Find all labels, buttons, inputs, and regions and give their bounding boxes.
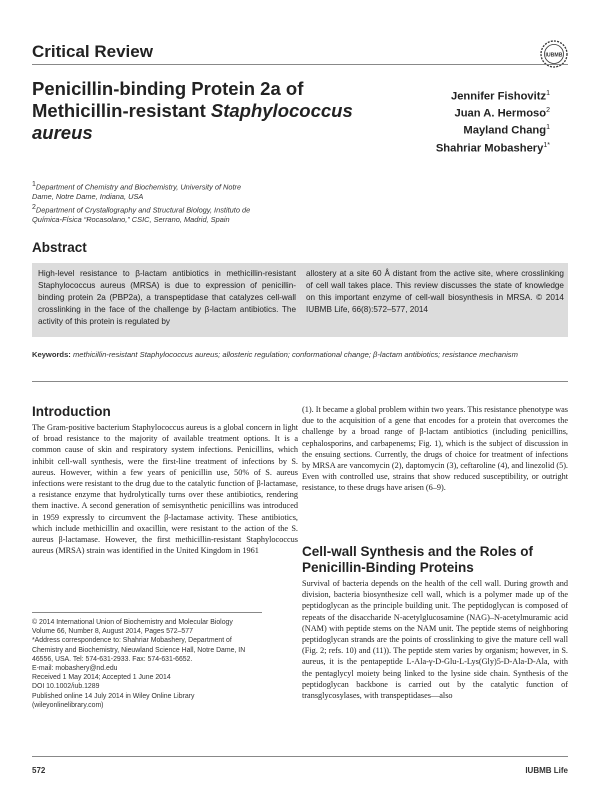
journal-name: IUBMB Life (525, 766, 568, 775)
note-line: Volume 66, Number 8, August 2014, Pages 572–577 (32, 628, 193, 636)
note-line: *Address correspondence to: Shahriar Mobashery, Department of Chemistry and Biochemistry, Nieuwland Science Hall, Notre Dame, IN 46556, USA. Tel: 574-631-2933. Fax: 574-631-6652. (32, 637, 246, 663)
note-line: (wileyonlinelibrary.com) (32, 701, 104, 709)
note-line: Published online 14 July 2014 in Wiley Online Library (32, 692, 195, 700)
footer-rule (32, 756, 568, 757)
abstract-column-1: High-level resistance to β-lactam antibiotics in methicillin-resistant Staphylococcus aureus (MRSA) is due to expression of penicillin-binding protein 2a (PBP2a), a transpeptidase that catalyzes cell-wall crosslinking in the face of the challenge by β-lactam antibiotics. The activity of this protein is regulated by (38, 269, 296, 326)
affiliation: $^1$Department of Chemistry and Biochemistry, University of Notre Dame, Notre Dame, Indiana, USA (32, 181, 242, 201)
abstract-heading: Abstract (32, 240, 87, 255)
note-line: © 2014 International Union of Biochemistry and Molecular Biology (32, 619, 233, 626)
keywords-rule (32, 381, 568, 382)
page-number: 572 (32, 766, 46, 775)
author: Jennifer Fishovitz$^1$ (450, 90, 550, 103)
keywords (32, 350, 568, 360)
keywords-label: Keywords: (32, 350, 71, 359)
publication-notes (32, 618, 262, 710)
note-line: E-mail: mobashery@nd.edu (32, 665, 118, 673)
header-rule (32, 64, 568, 65)
section2-text: Survival of bacteria depends on the health of the cell wall. During growth and division, bacteria biosynthesize cell wall, which is a polymer made up of the peptidoglycan as the principle building unit. The peptidoglycan is composed of repeats of the disaccharide N-acetylglucosamine (NAG)–N-acetylmuramic acid (NAM) with peptide stems on the NAM unit. The peptide stems of neighboring peptidoglycan strands are the points of crosslinking to give the mature cell wall (Fig. 2; refs. 10) and (11)). The peptide stem varies by organism; however, in S. aureus, it is the pentapeptide L-Ala-γ-D-Glu-L-Lys(Gly)5-D-Ala-D-Ala, with the pentaglycyl moiety being linked to the lysine side chain. Synthesis of the peptidoglycan backbone is carried out by the catalytic function of transglycosylases, with transpeptidases—also (302, 579, 568, 701)
affiliations (32, 180, 262, 227)
note-line: DOI 10.1002/iub.1289 (32, 683, 100, 691)
note-line: Received 1 May 2014; Accepted 1 June 2014 (32, 674, 171, 682)
author: Juan A. Hermoso$^2$ (454, 107, 550, 120)
intro-heading: Introduction (32, 404, 111, 419)
intro-text: The Gram-positive bacterium Staphylococcus aureus is a global concern in light of broad resistance to the majority of available treatment options. It is a common cause of skin and respiratory system infections. Penicillins, which inhibit cell-wall synthesis, were the first-line treatment of infections by S. aureus. However, within a few years of penicillin use, 50% of S. aureus infections were resistant to the drug due to the catalytic function of β-lactamase, a resistance enzyme that hydrolytically turns over these antibiotics, rendering them inactive. A second generation of semisynthetic penicillins was introduced in 1959 expressly to circumvent the β-lactamase activity. These antibiotics, which include methicillin and oxacillin, were resistant to the action of the S. aureus β-lactamase. However, the first methicillin-resistant Staphylococcus aureus (MRSA) strain was identified in the United Kingdom in 1961 (32, 423, 298, 556)
author: Shahriar Mobashery$^{1*}$ (435, 141, 550, 155)
notes-rule (32, 612, 262, 613)
intro-continued-text: (1). It became a global problem within two years. This resistance phenotype was due to the acquisition of a gene that encodes for a protein that overcomes the challenge by a broad range of β-lactam antibiotics (including penicillins, cephalosporins, and carbapenems; Fig. 1), which is the subject of discussion in the ensuing sections. Currently, the drugs of choice for treatment of infections by MRSA are vancomycin (2), daptomycin (3), ceftaroline (4), and linezolid (5). Even with controlled use, strains that show reduced susceptibility, or outright resistance, to these drugs have arisen (6–9). (302, 405, 568, 493)
affiliation: $^2$Department of Crystallography and Structural Biology, Instituto de Química-Física “Rocasolano,” CSIC, Serrano, Madrid, Spain (32, 204, 251, 225)
journal-logo-text: IUBMB (545, 52, 563, 59)
title-line-1: Penicillin-binding Protein 2a of (32, 78, 304, 99)
title-line-2: Methicillin-resistant (32, 100, 211, 121)
author-list (436, 87, 550, 156)
section2-heading: Cell-wall Synthesis and the Roles of Penicillin-Binding Proteins (302, 544, 534, 575)
abstract-column-2: allostery at a site 60 Å distant from the active site, where crosslinking of cell wall takes place. This review discusses the state of knowledge on this important enzyme of cell-wall biosynthesis in MRSA. © 2014 IUBMB Life, 66(8):572–577, 2014 (306, 269, 564, 314)
keywords-text: methicillin-resistant Staphylococcus aureus; allosteric regulation; conformational change; β-lactam antibiotics; resistance mechanism (72, 350, 518, 359)
title-organism: Staphylococcus aureus (32, 100, 353, 143)
article-title (32, 78, 412, 144)
section-label: Critical Review (32, 42, 153, 61)
author: Mayland Chang$^1$ (463, 124, 550, 138)
